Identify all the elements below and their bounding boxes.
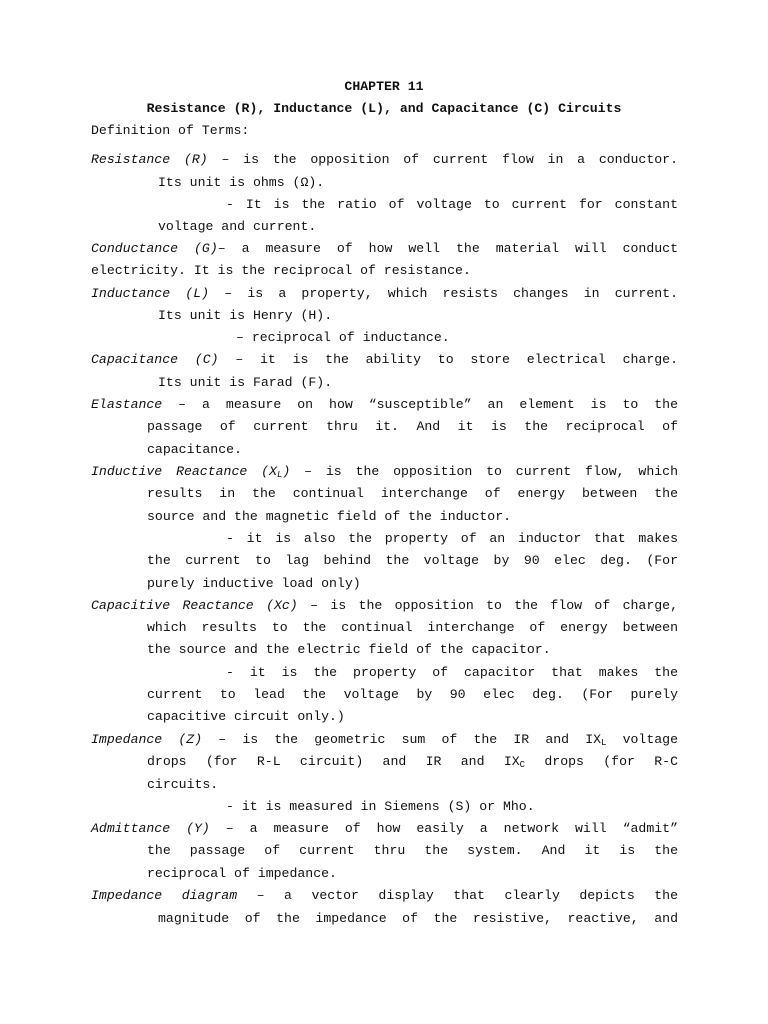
definition-text: – a measure on how “susceptible” an element is to the <box>162 397 678 412</box>
definition-text: - It is the ratio of voltage to current for constant <box>226 197 678 212</box>
term-label: Admittance (Y) <box>91 821 210 836</box>
definition-text: – is the opposition to current flow, which <box>290 464 679 479</box>
section-subtitle: Definition of Terms: <box>91 123 250 138</box>
definition-text: – is the geometric sum of the IR and $IX_L$ voltage <box>202 732 678 748</box>
definition-text: – a measure of how well the material will conduct <box>217 241 678 256</box>
chapter-title: Resistance (R), Inductance (L), and Capacitance (C) Circuits <box>146 101 622 116</box>
term-label: Inductive Reactance $(X_L)$ <box>91 464 291 480</box>
definition-text: circuits. <box>147 777 219 792</box>
definition-text: Its unit is ohms (Ω). <box>158 175 325 190</box>
definition-text: capacitance. <box>147 442 242 457</box>
definition-text: voltage and current. <box>158 219 317 234</box>
definition-text: which results to the continual interchange of energy between <box>147 620 678 635</box>
chapter-heading: CHAPTER 11 <box>344 79 424 94</box>
term-label: Elastance <box>91 397 163 412</box>
definition-text: – is the opposition to the flow of charge, <box>297 598 678 613</box>
definition-text: drops (for R-L circuit) and IR and $IX_C$ drops (for R-C <box>147 754 678 770</box>
definition-text: electricity. It is the reciprocal of resistance. <box>91 263 471 278</box>
definition-text: – reciprocal of inductance. <box>236 330 450 345</box>
term-label: Impedance diagram <box>91 888 238 903</box>
definition-text: results in the continual interchange of energy between the <box>147 486 678 501</box>
definition-text: reciprocal of impedance. <box>147 866 337 881</box>
term-label: Capacitive Reactance (Xc) <box>91 598 298 613</box>
definition-text: - it is measured in Siemens (S) or Mho. <box>226 799 535 814</box>
definition-text: Its unit is Henry (H). <box>158 308 333 323</box>
term-label: Impedance (Z) <box>91 732 203 747</box>
definition-text: Its unit is Farad (F). <box>158 375 333 390</box>
definition-text: – a measure of how easily a network will “admit” <box>209 821 679 836</box>
definition-text: passage of current thru it. And it is the reciprocal of <box>147 419 678 434</box>
term-label: Inductance (L) <box>91 286 210 301</box>
definition-text: the source and the electric field of the capacitor. <box>147 642 551 657</box>
definition-text: - it is the property of capacitor that makes the <box>226 665 678 680</box>
definition-text: current to lead the voltage by 90 elec deg. (For purely <box>147 687 678 702</box>
definition-text: – is the opposition of current flow in a conductor. <box>207 152 678 167</box>
definition-text: purely inductive load only) <box>147 576 361 591</box>
definition-text: magnitude of the impedance of the resistive, reactive, and <box>158 911 678 926</box>
term-label: Capacitance (C) <box>91 352 219 367</box>
definition-text: source and the magnetic field of the inductor. <box>147 509 512 524</box>
definition-text: the current to lag behind the voltage by 90 elec deg. (For <box>147 553 678 568</box>
term-label: Conductance (G) <box>91 241 218 256</box>
definition-text: - it is also the property of an inductor that makes <box>226 531 678 546</box>
definition-text: – a vector display that clearly depicts the <box>237 888 678 903</box>
definition-text: – it is the ability to store electrical charge. <box>218 352 678 367</box>
term-label: Resistance (R) <box>91 152 208 167</box>
definition-text: – is a property, which resists changes in current. <box>209 286 679 301</box>
definition-text: the passage of current thru the system. And it is the <box>147 843 678 858</box>
definition-text: capacitive circuit only.) <box>147 709 345 724</box>
